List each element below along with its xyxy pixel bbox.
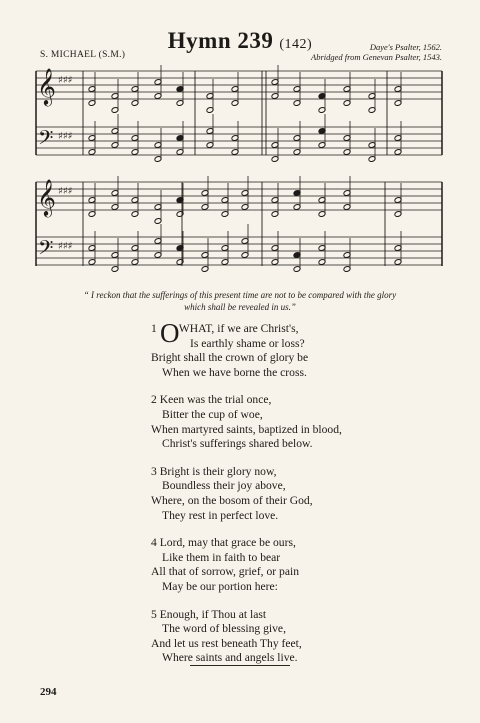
treble-clef-icon: 𝄞 — [37, 67, 56, 105]
music-score — [0, 0, 480, 290]
verse-line: 2 Keen was the trial once, — [151, 393, 272, 407]
bass-clef-icon: 𝄢 — [38, 236, 54, 264]
key-signature: ♯♯♯ — [58, 186, 73, 197]
hymn-title-text: Hymn 239 — [167, 28, 274, 53]
verse-line: Is earthly shame or loss? — [190, 336, 305, 350]
verse-line: When we have borne the cross. — [162, 365, 307, 379]
hymn-text — [0, 318, 480, 679]
verse-number: 4 — [151, 536, 157, 550]
key-signature: ♯♯♯ — [58, 75, 73, 86]
verse-line: Like them in faith to bear — [162, 550, 281, 564]
verse-line: Bright shall the crown of glory be — [151, 351, 309, 365]
source-line-2: Abridged from Genevan Psalter, 1543. — [311, 52, 442, 62]
verse-line: Bitter the cup of woe, — [162, 407, 263, 421]
page-number: 294 — [40, 686, 57, 698]
verse-line: 3 Bright is their glory now, — [151, 464, 277, 478]
key-signature: ♯♯♯ — [58, 241, 73, 252]
verse-line: Where, on the bosom of their God, — [151, 493, 313, 507]
verse-line: And let us rest beneath Thy feet, — [151, 636, 302, 650]
epigraph — [40, 289, 440, 313]
bass-clef-icon: 𝄢 — [38, 126, 54, 154]
verse-line: May be our portion here: — [162, 579, 278, 593]
epigraph-line-2: which shall be revealed in us.” — [184, 302, 296, 312]
verse-3 — [0, 465, 480, 523]
verse-line: Christ's sufferings shared below. — [162, 437, 313, 451]
treble-clef-icon: 𝄞 — [37, 178, 56, 216]
verse-line: 5 Enough, if Thou at last — [151, 607, 267, 621]
verse-number: 5 — [151, 607, 157, 621]
hymn-alt-number: (142) — [279, 37, 313, 52]
verse-5 — [0, 608, 480, 666]
verse-number: 3 — [151, 464, 157, 478]
drop-cap: O — [160, 318, 180, 348]
verse-2 — [0, 393, 480, 451]
verse-1 — [0, 318, 480, 380]
verse-number: 2 — [151, 393, 157, 407]
verse-line: They rest in perfect love. — [162, 508, 279, 522]
verse-line: All that of sorrow, grief, or pain — [151, 565, 299, 579]
tune-name: S. MICHAEL (S.M.) — [40, 50, 126, 60]
verse-line: Boundless their joy above, — [162, 479, 286, 493]
end-rule — [190, 665, 290, 666]
epigraph-line-1: “ I reckon that the sufferings of this present time are not to be compared with the glory — [83, 290, 397, 300]
key-signature: ♯♯♯ — [58, 131, 73, 142]
verse-number: 1 — [151, 322, 157, 335]
verse-4 — [0, 536, 480, 594]
verse-line: The word of blessing give, — [162, 622, 286, 636]
verse-line: 1 WHAT, if we are Christ's, — [151, 322, 299, 335]
verse-line: 4 Lord, may that grace be ours, — [151, 536, 296, 550]
verse-line: Where saints and angels live. — [162, 651, 298, 665]
source-line-1: Daye's Psalter, 1562. — [369, 42, 442, 52]
verse-line: When martyred saints, baptized in blood, — [151, 422, 342, 436]
